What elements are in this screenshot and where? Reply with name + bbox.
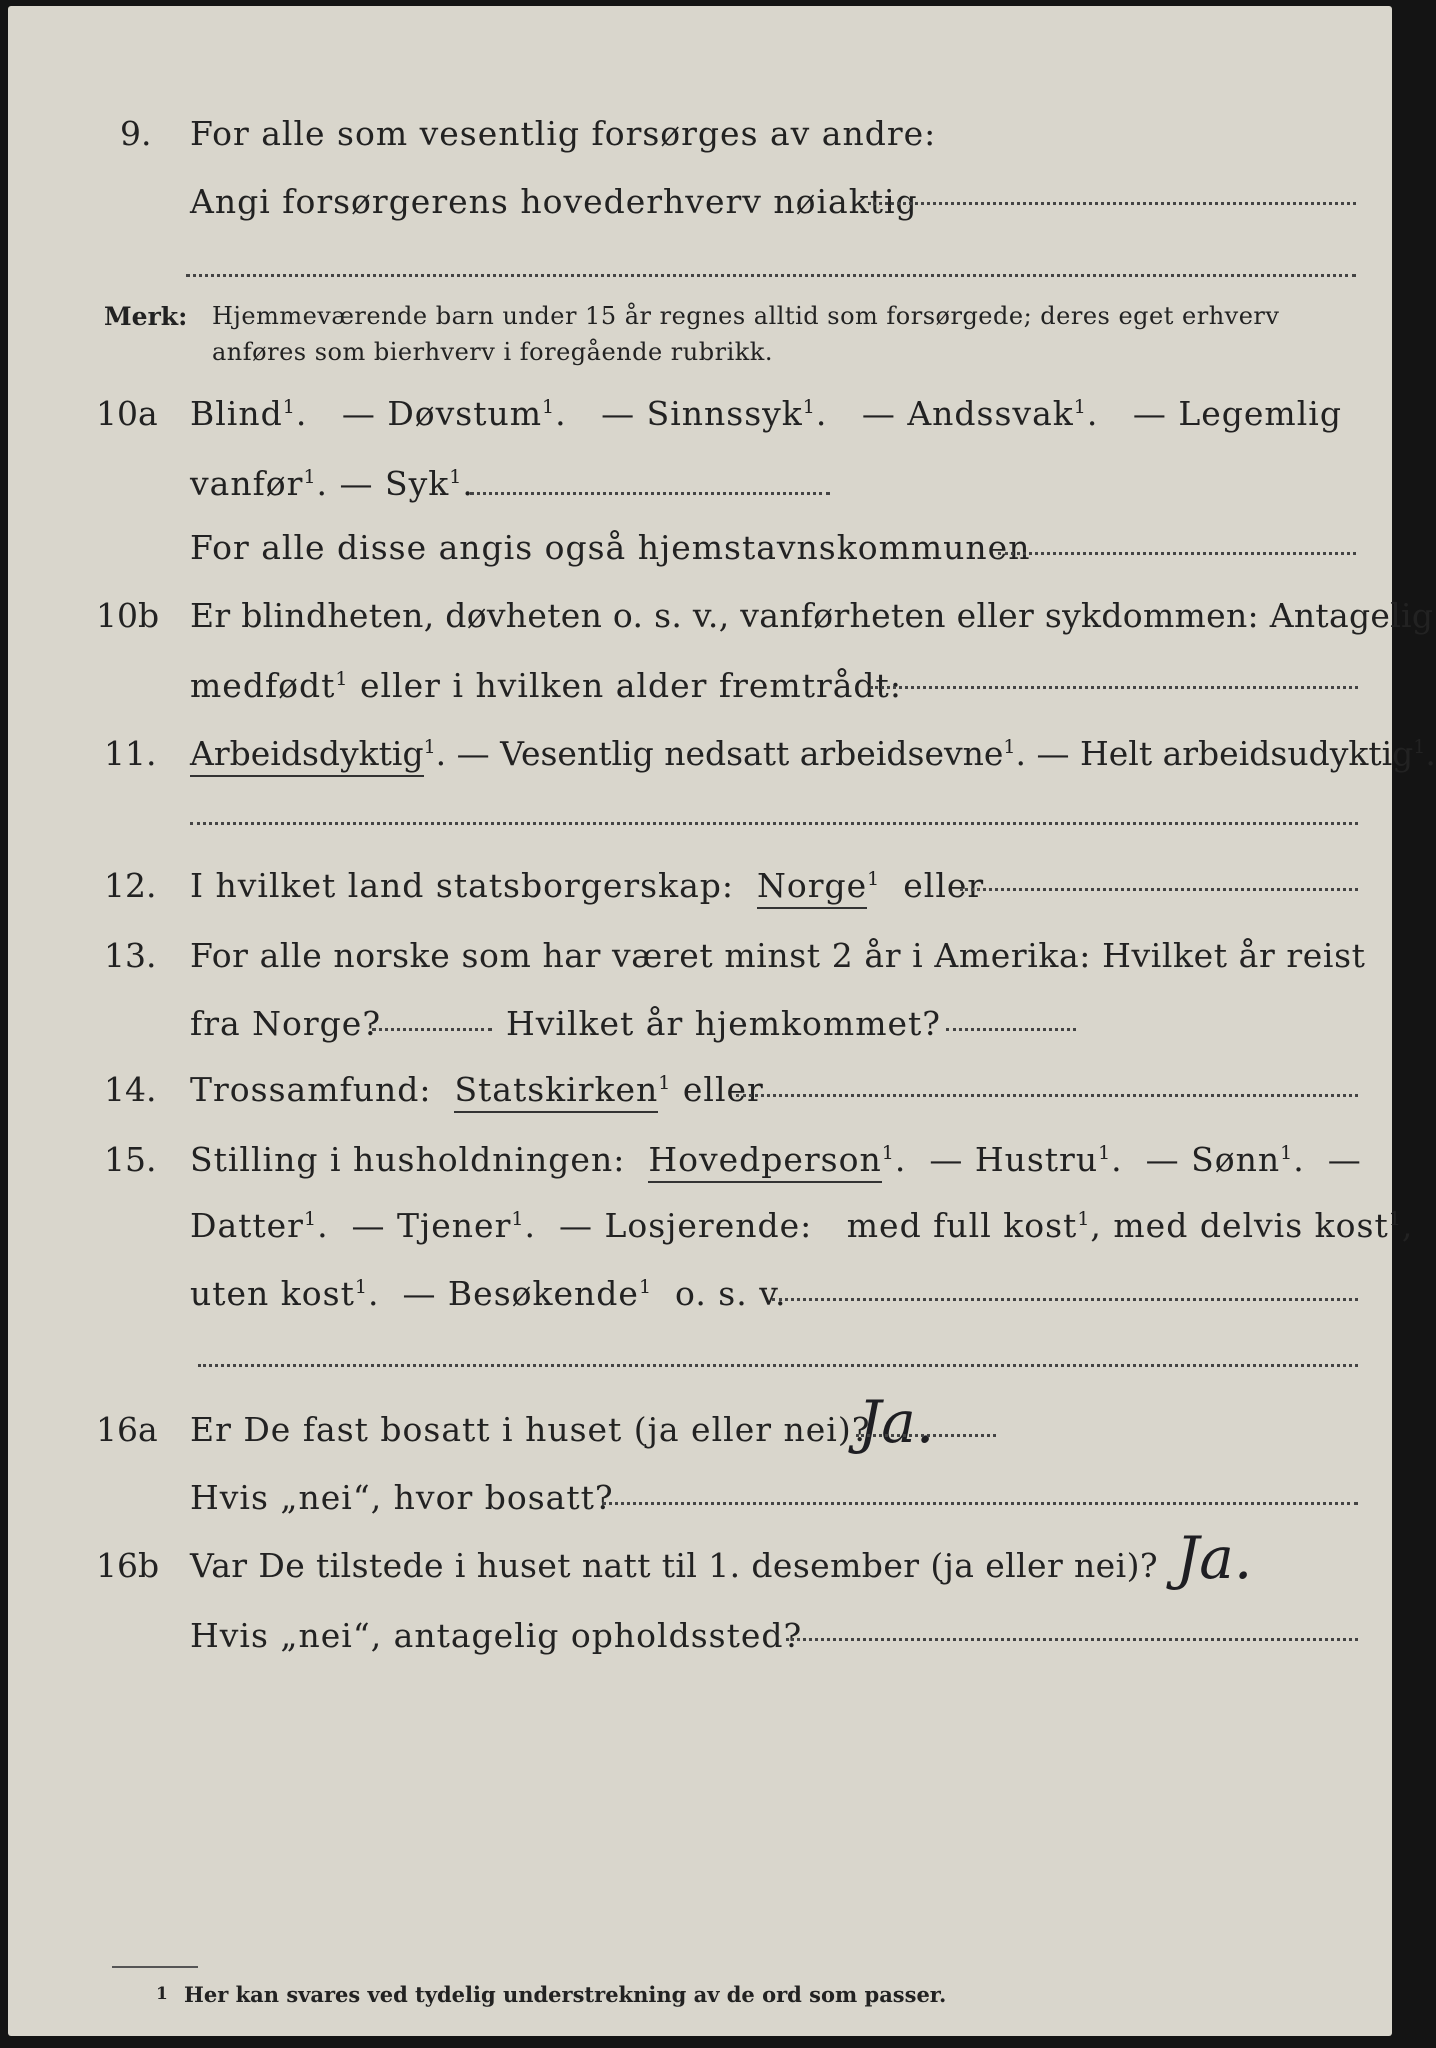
q13-answer-year-left <box>372 1028 492 1031</box>
q12-answer-line <box>960 888 1358 891</box>
q10a-syk: — Syk <box>339 464 450 503</box>
q13-fra-norge: fra Norge? <box>190 1004 382 1043</box>
q15-number: 15. <box>104 1140 157 1179</box>
q15-line2: Datter$^1$. — Tjener$^1$. — Losjerende: med full kost$^1$, med delvis kost$^1$, <box>190 1206 1414 1245</box>
q10a-answer-line-2 <box>998 552 1356 555</box>
census-form-page <box>8 6 1436 2036</box>
q9-line2: Angi forsørgerens hovederhverv nøiaktig <box>190 182 918 221</box>
q9-answer-line-1 <box>868 202 1356 205</box>
q13-line1: For alle norske som har været minst 2 år i Amerika: Hvilket år reist <box>190 936 1366 975</box>
q10a-blind: Blind <box>190 394 283 433</box>
footnote-rule <box>112 1966 198 1968</box>
q9-answer-line-2 <box>186 274 1356 277</box>
q9-number: 9. <box>120 114 152 153</box>
q10a-dovstum: — Døvstum <box>341 394 543 433</box>
q15-hovedperson: Hovedperson <box>648 1140 881 1183</box>
footnote-mark: 1 <box>156 1984 168 2004</box>
q10b-answer-line <box>870 686 1358 689</box>
footnote-text: Her kan svares ved tydelig understrekning av de ord som passer. <box>184 1982 947 2007</box>
q16a-line1: Er De fast bosatt i huset (ja eller nei)? <box>190 1410 871 1449</box>
merk-line1: Hjemmeværende barn under 15 år regnes alltid som forsørgede; deres eget erhverv <box>212 302 1280 330</box>
q14-statskirken: Statskirken <box>454 1070 658 1113</box>
q10a-vanfor: vanfør <box>190 464 304 503</box>
q16b-line2: Hvis „nei“, antagelig opholdssted? <box>190 1616 803 1655</box>
q16a-location-line <box>602 1502 1358 1505</box>
q10a-line3: For alle disse angis også hjemstavnskommunen <box>190 528 1031 567</box>
q10b-line2: medfødt$^1$ eller i hvilken alder fremtrådt: <box>190 666 902 705</box>
q13-hjemkommet: Hvilket år hjemkommet? <box>506 1004 941 1043</box>
merk-label: Merk: <box>104 302 188 331</box>
q16b-handwritten-answer: Ja. <box>1176 1524 1253 1592</box>
q11-nedsatt: — Vesentlig nedsatt arbeidsevne <box>456 734 1004 773</box>
q9-line1: For alle som vesentlig forsørges av andre: <box>190 114 937 153</box>
q10a-line1: Blind$^1$. — Døvstum$^1$. — Sinnssyk$^1$. — Andssvak$^1$. — Legemlig <box>190 394 1342 433</box>
q16a-number: 16a <box>96 1410 158 1449</box>
q16b-location-line <box>786 1638 1358 1641</box>
q15-answer-line-1 <box>772 1298 1358 1301</box>
q10a-number: 10a <box>96 394 158 433</box>
q14-line: Trossamfund: Statskirken$^1$ eller <box>190 1070 764 1109</box>
q10b-line1: Er blindheten, døvheten o. s. v., vanførheten eller sykdommen: Antagelig <box>190 596 1434 635</box>
q14-number: 14. <box>104 1070 157 1109</box>
q10a-answer-line-1 <box>470 492 830 495</box>
q12-number: 12. <box>104 866 157 905</box>
q15-answer-line-2 <box>198 1364 1358 1367</box>
q10a-sinnssyk: — Sinnssyk <box>601 394 803 433</box>
q10b-number: 10b <box>96 596 160 635</box>
merk-line2: anføres som bierhverv i foregående rubrikk. <box>212 338 773 366</box>
q11-udyktig: — Helt arbeidsudyktig <box>1036 734 1414 773</box>
q10b-medfodt: medfødt <box>190 666 336 705</box>
q12-norge: Norge <box>757 866 867 909</box>
q16b-line1: Var De tilstede i huset natt til 1. desember (ja eller nei)? <box>190 1546 1158 1585</box>
q10a-legemlig: — Legemlig <box>1132 394 1342 433</box>
q15-line1: Stilling i husholdningen: Hovedperson$^1$. — Hustru$^1$. — Sønn$^1$. — <box>190 1140 1362 1179</box>
q16a-line2: Hvis „nei“, hvor bosatt? <box>190 1478 614 1517</box>
q16a-handwritten-answer: Ja. <box>858 1388 935 1456</box>
q13-answer-year-returned <box>946 1028 1076 1031</box>
q10a-line2: vanfør$^1$. — Syk$^1$. <box>190 464 474 503</box>
q12-line: I hvilket land statsborgerskap: Norge$^1$ eller <box>190 866 984 905</box>
q16b-number: 16b <box>96 1546 160 1585</box>
q11-number: 11. <box>104 734 157 773</box>
q10a-andssvak: — Andssvak <box>861 394 1074 433</box>
q16a-answer-line <box>856 1434 996 1437</box>
q13-number: 13. <box>104 936 157 975</box>
q14-answer-line <box>736 1094 1358 1097</box>
q15-line3: uten kost$^1$. — Besøkende$^1$ o. s. v. <box>190 1274 787 1313</box>
q11-arbeidsdyktig: Arbeidsdyktig <box>190 734 424 777</box>
q11-line1: Arbeidsdyktig$^1$. — Vesentlig nedsatt arbeidsevne$^1$. — Helt arbeidsudyktig$^1$. <box>190 734 1436 773</box>
q11-answer-line <box>190 822 1358 825</box>
